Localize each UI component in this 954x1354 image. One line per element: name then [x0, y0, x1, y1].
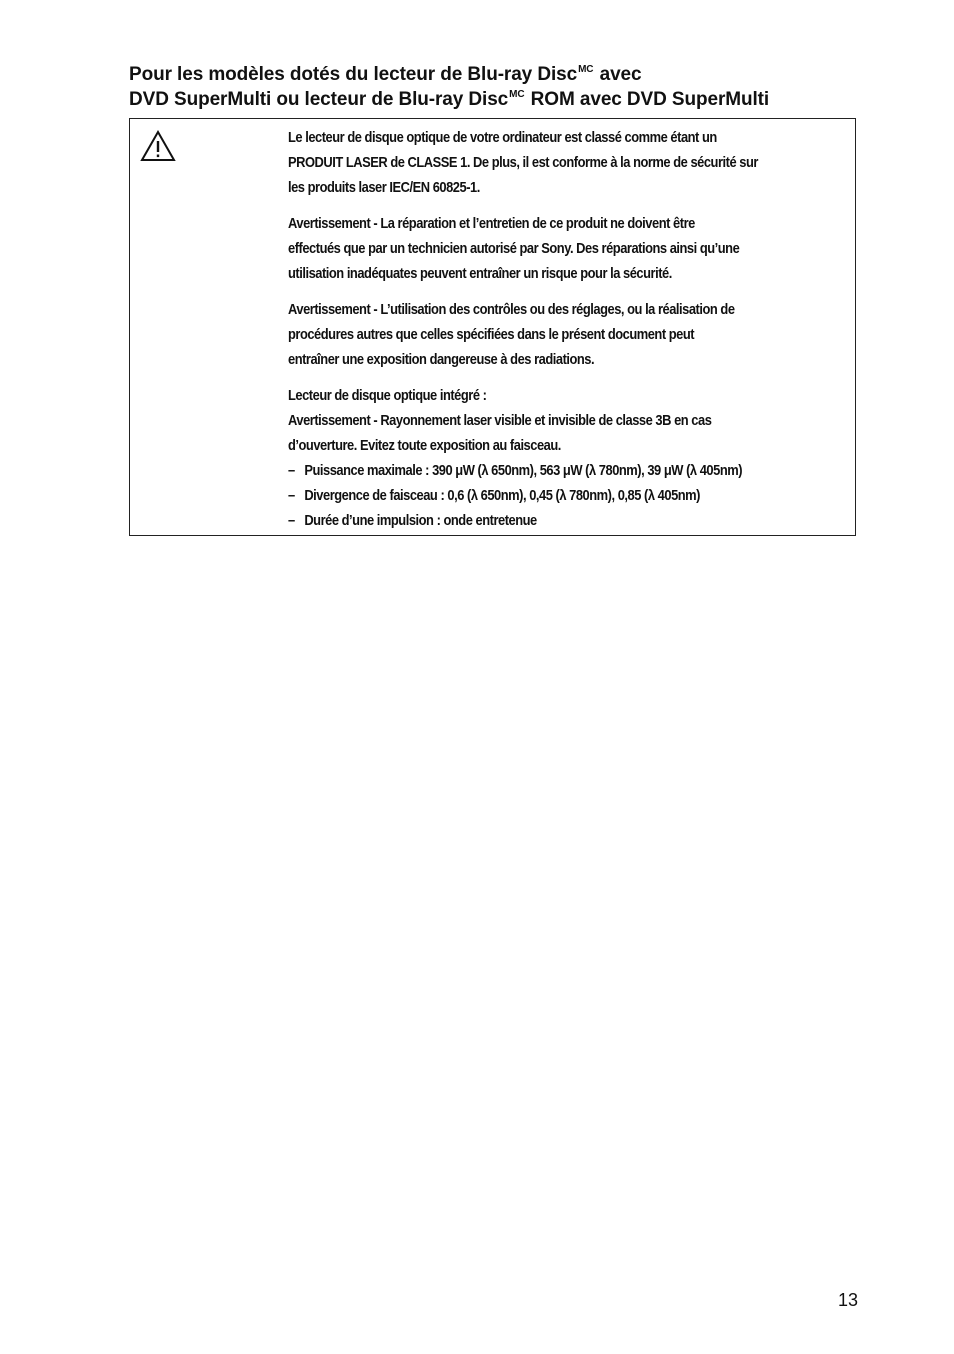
class1-laser-paragraph — [288, 125, 853, 200]
integrated-drive-paragraph — [288, 383, 853, 533]
text-line: Avertissement - Rayonnement laser visible et invisible de classe 3B en cas — [288, 412, 712, 429]
spec-text: Divergence de faisceau : 0,6 (λ 650nm), 0,45 (λ 780nm), 0,85 (λ 405nm) — [304, 487, 701, 504]
dash-bullet: – — [288, 462, 295, 479]
warning-triangle-icon — [140, 130, 176, 162]
laser-safety-notice-box — [129, 118, 856, 536]
text-line: entraîner une exposition dangereuse à des radiations. — [288, 351, 595, 368]
trademark-superscript: MC — [509, 89, 525, 100]
trademark-superscript: MC — [578, 64, 594, 75]
spec-maximum-power — [288, 458, 853, 483]
spec-text: Durée d’une impulsion : onde entretenue — [304, 512, 537, 529]
dash-bullet: – — [288, 487, 295, 504]
text-line: Avertissement - La réparation et l’entretien de ce produit ne doivent être — [288, 215, 695, 232]
spec-text: Puissance maximale : 390 μW (λ 650nm), 563 μW (λ 780nm), 39 μW (λ 405nm) — [304, 462, 743, 479]
text-line: Le lecteur de disque optique de votre ordinateur est classé comme étant un — [288, 129, 717, 146]
laser-spec-list — [288, 458, 853, 533]
page-number: 13 — [837, 1290, 858, 1310]
spec-beam-divergence — [288, 483, 853, 508]
heading-text: ROM avec DVD SuperMulti — [525, 89, 770, 110]
text-line: Lecteur de disque optique intégré : — [288, 387, 487, 404]
repair-warning-paragraph — [288, 211, 853, 286]
text-line: effectués que par un technicien autorisé par Sony. Des réparations ainsi qu’une — [288, 240, 740, 257]
text-line: utilisation inadéquates peuvent entraîner un risque pour la sécurité. — [288, 265, 672, 282]
heading-text: Pour les modèles dotés du lecteur de Blu-ray Disc — [129, 64, 578, 85]
text-line: Avertissement - L’utilisation des contrôles ou des réglages, ou la réalisation de — [288, 301, 735, 318]
text-line: les produits laser IEC/EN 60825-1. — [288, 179, 480, 196]
text-line: d’ouverture. Evitez toute exposition au faisceau. — [288, 437, 561, 454]
section-heading-line-2 — [129, 87, 869, 112]
notice-text-column — [288, 125, 853, 533]
text-line: procédures autres que celles spécifiées dans le présent document peut — [288, 326, 695, 343]
dash-bullet: – — [288, 512, 295, 529]
text-line: PRODUIT LASER de CLASSE 1. De plus, il est conforme à la norme de sécurité sur — [288, 154, 758, 171]
section-heading-line-1 — [129, 62, 869, 87]
section-heading — [129, 62, 869, 112]
heading-text: avec — [594, 64, 642, 85]
spec-pulse-duration — [288, 508, 853, 533]
controls-warning-paragraph — [288, 297, 853, 372]
heading-text: DVD SuperMulti ou lecteur de Blu-ray Disc — [129, 89, 509, 110]
